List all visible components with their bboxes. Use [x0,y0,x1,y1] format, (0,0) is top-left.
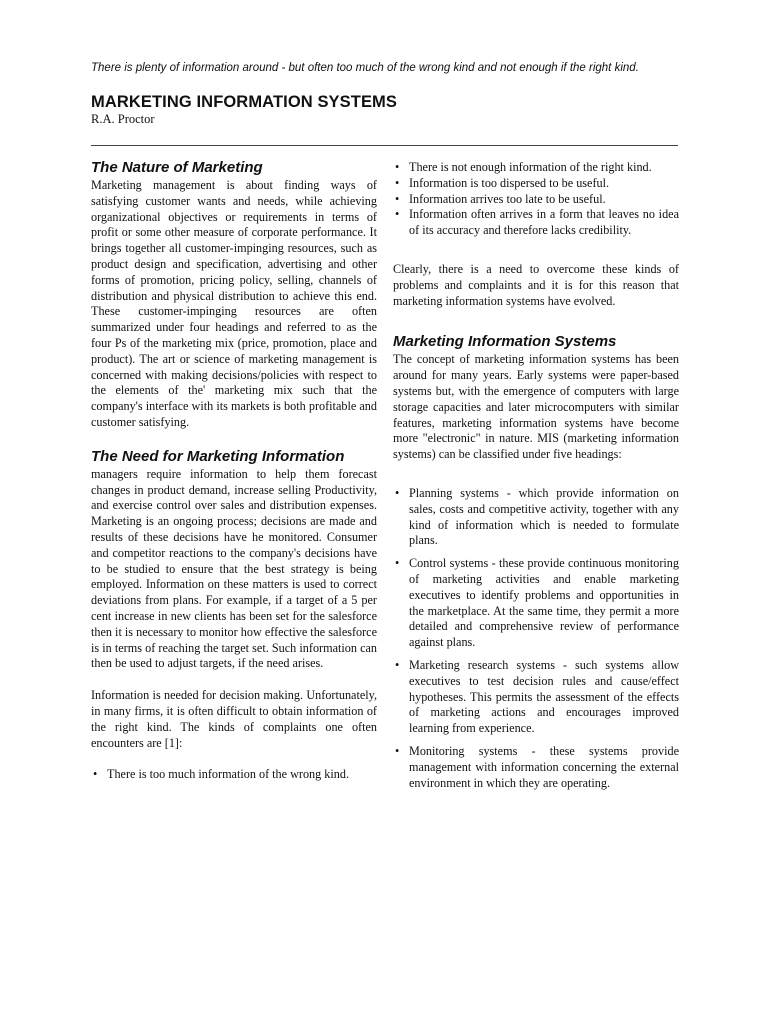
bullet-icon: • [395,191,400,206]
section-heading-need-for-information: The Need for Marketing Information [91,447,345,465]
list-item [393,176,679,192]
bullet-icon: • [395,160,400,174]
systems-list [393,486,679,791]
paragraph-nature-of-marketing: Marketing management is about finding ways of satisfying customer wants and needs, while achieving organizational objectives or requirements in terms of profit or some other measure of corporate performance. It brings together all customer-impinging resources, such as product design and specification, advertising and other forms of promotion, pricing policy, selling, channels of distribution and physical distribution to achieve this end. These customer-impinging resources are often summarized under four headings and referred to as the four Ps of the marketing mix (price, promotion, place and product). The art or science of marketing management is concerned with making decisions/policies with respect to the elements of the' marketing mix such that the company's interface with its markets is both profitable and customer satisfying. [91,178,377,429]
document-title: MARKETING INFORMATION SYSTEMS [91,93,398,111]
left-column [91,158,377,1018]
bullet-icon: • [93,767,98,782]
paragraph-need-for-information: managers require information to help them forecast changes in product demand, increase selling Productivity, and exercise control over sales and distribution expenses. Marketing is an ongoing process; decisions are made and results of these decisions have he monitored. Consumer and competitor reactions to the company's decisions have to be studied to ensure that the best strategy is being employed. Information on these matters is used to correct deviations from plans. For example, if a target of a 5 per cent increase in new clients has been set for the salesforce then it is necessary to monitor how effective the salesforce is in terms of reaching the target set. Such information can then be used to adjust targets, if the need arises. [91,466,377,671]
paragraph-mis-concept: The concept of marketing information systems has been around for many years. Early systems were paper-based systems but, with the emergence of computers with large storage capacities and later microcomputers with similar features, marketing information systems have become more "electronic" in nature. MIS (marketing information systems) can be classified under five headings: [393,352,679,462]
right-column [393,160,679,1020]
list-item [393,192,679,208]
list-item [393,658,679,737]
list-item-text: Planning systems - which provide information on sales, costs and competitive activity, together with any kind of information which is needed to formulate plans. [409,485,679,548]
list-item-text: Information arrives too late to be useful. [409,191,606,206]
bullet-icon: • [395,207,400,222]
paragraph-decision-making: Information is needed for decision making. Unfortunately, in many firms, it is often difficult to obtain information of the right kind. The kinds of complaints one often encounters are [1]: [91,688,377,750]
list-item [393,556,679,651]
bullet-icon: • [395,743,400,758]
bullet-icon: • [395,657,400,672]
list-item [393,486,679,549]
list-item-text: Information is too dispersed to be useful. [409,175,610,190]
header-divider [91,145,678,146]
bullet-icon: • [395,175,400,190]
list-item [393,207,679,239]
list-item-text: There is not enough information of the right kind. [409,160,652,174]
section-heading-marketing-information-systems: Marketing Information Systems [393,333,617,351]
list-item-text: Marketing research systems - such systems allow executives to test decision rules and cause/effect hypotheses. This permits the assessment of the effects of marketing actions and encourages improved learning from experience. [409,657,679,736]
section-heading-nature-of-marketing: The Nature of Marketing [91,159,263,176]
list-item [393,160,679,176]
bullet-icon: • [395,556,400,571]
epigraph: There is plenty of information around - but often too much of the wrong kind and not enough if the right kind. [91,62,639,74]
list-item [393,744,679,791]
complaints-list-part2 [393,160,679,239]
list-item-text: Control systems - these provide continuous monitoring of marketing activities and enable marketing executives to identify problems and opportunities in the marketplace. At the same time, they permit a more detailed and comprehensive review of performance against plans. [409,556,679,650]
bullet-icon: • [395,485,400,500]
list-item [91,767,377,783]
list-item-text: There is too much information of the wrong kind. [107,767,350,782]
list-item-text: Information often arrives in a form that leaves no idea of its accuracy and therefore lacks credibility. [409,207,679,238]
paragraph-conclusion: Clearly, there is a need to overcome these kinds of problems and complaints and it is for this reason that marketing information systems have evolved. [393,261,679,308]
list-item-text: Monitoring systems - these systems provide management with information concerning the external environment in which they are operating. [409,743,679,790]
author-name: R.A. Proctor [91,112,155,126]
complaints-list-part1 [91,767,377,783]
